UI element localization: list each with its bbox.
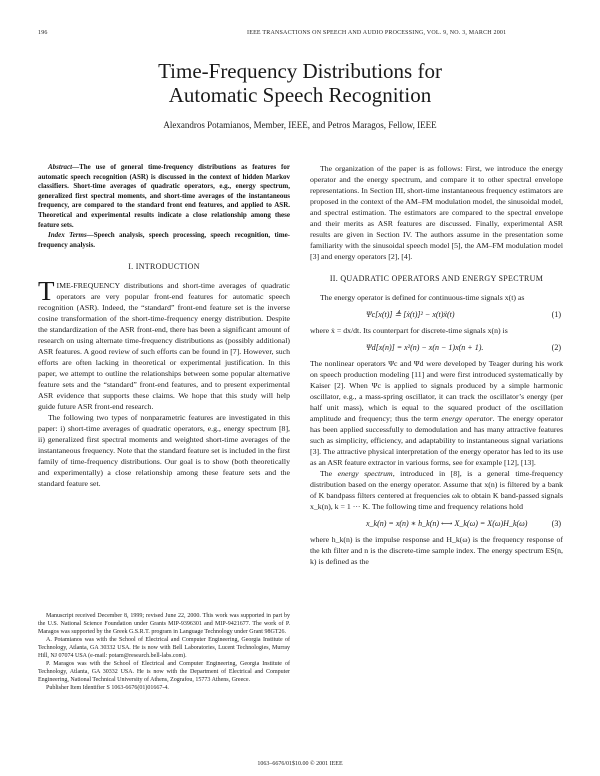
equation-2-body: Ψd[x(n)] = x²(n) − x(n − 1)x(n + 1). — [366, 342, 484, 352]
footnote-manuscript: Manuscript received December 8, 1999; revised June 22, 2000. This work was supported in part by the U.S. National Science Foundation under Grants MIP-9396301 and MIP-9421677. The work of P. Maragos was supported by the Greek G.S.R.T. program in Language Technology under Grant 98GT26. — [38, 613, 290, 635]
footnote-author-2: P. Maragos was with the School of Electrical and Computer Engineering, Georgia Institute of Technology, Atlanta, GA 30332 USA. He is now with the Department of Electrical and Computer Engineering, National Technical University of Athens, Zografou, 15773 Athens, Greece. — [38, 661, 290, 683]
index-terms-text: Speech analysis, speech processing, speech recognition, time-frequency analysis. — [38, 231, 291, 249]
equation-1-number: (1) — [551, 309, 561, 319]
section-heading-quadratic-operators: II. QUADRATIC OPERATORS AND ENERGY SPECTRUM — [329, 274, 544, 283]
author-line: Alexandros Potamianos, Member, IEEE, and Petros Maragos, Fellow, IEEE — [163, 120, 437, 130]
left-column — [38, 163, 290, 489]
teager-paragraph-a: The nonlinear operators Ψc and Ψd were developed by Teager during his work on speech production modeling [11] and were first introduced systematically by Kaiser [2]. When Ψc is applied to signals produced by a simple harmonic oscillator, e.g., a mass-spring oscillator, it can track the oscillator’s energy (per half unit mass), which is equal to the squared product of the oscillation amplitude and frequency; thus the term — [310, 359, 563, 423]
discrete-counterpart-text: where ẋ = dx/dt. Its counterpart for discrete-time signals x(n) is — [310, 326, 508, 335]
title-line-2: Automatic Speech Recognition — [168, 82, 432, 107]
energy-spectrum-paragraph-a: The — [320, 469, 338, 478]
equation-3-number: (3) — [551, 518, 561, 528]
abstract-label: Abstract— — [48, 163, 80, 171]
equation-3 — [310, 512, 563, 534]
drop-cap: T — [38, 276, 55, 307]
energy-spectrum-paragraph — [310, 468, 563, 512]
title-line-1: Time-Frequency Distributions for — [158, 59, 442, 83]
equation-2 — [310, 336, 563, 358]
abstract — [38, 163, 290, 230]
teager-paragraph — [310, 358, 563, 468]
energy-operator-term: energy operator — [441, 414, 493, 423]
running-header: IEEE TRANSACTIONS ON SPEECH AND AUDIO PROCESSING, VOL. 9, NO. 3, MARCH 2001 — [247, 30, 507, 36]
equation-3-body: x_k(n) = x(n) ∗ h_k(n) ⟷ X_k(ω) = X(ω)H_k(ω) — [366, 518, 528, 528]
intro-paragraph-1-text: IME-FREQUENCY distributions and short-time averages of quadratic operators are very popular front-end features for automatic speech recognition (ASR). Indeed, the “standard” front-end feature set is the inverse cosine transformation of the short-time-frequency energy distribution. Despite the standardization of the ASR front-end, there has been a significant amount of research on using alternate time-frequency distributions as (possibly additional) ASR features. A good review of such efforts can be found in [7]. However, such efforts are often lacking in theoretical or experimental justification. In this paper, we attempt to outline the relationships between some popular alternative feature sets and the “standard” front-end features, and to present experimental ASR evidence that supports these claims. We hope that this study will help guide future ASR front-end research. — [38, 281, 290, 412]
copyright-footer: 1063–6676/01$10.00 © 2001 IEEE — [257, 761, 343, 767]
paper-title — [0, 60, 600, 107]
footnote-publisher-id: Publisher Item Identifier S 1063-6676(01)01667-4. — [46, 685, 169, 691]
organization-paragraph: The organization of the paper is as follows: First, we introduce the energy operator and the energy spectrum, and compare it to other spectral envelope representations. In Section III, short-time instantaneous frequency estimators are proposed in the context of the AM–FM modulation model, the sinusoidal model, and spectral estimation. The estimators are compared to the spectral envelope and their merits as ASR features are discussed. Finally, experimental ASR results are given in Section IV. The authors assume in the presentation some familiarity with the sinusoidal speech model [5], the AM–FM modulation model [3] and energy operators [2], [4]. — [310, 164, 563, 261]
equation-2-number: (2) — [551, 342, 561, 352]
page-number: 196 — [38, 30, 48, 36]
index-terms-label: Index Terms— — [48, 231, 94, 240]
energy-operator-intro: The energy operator is defined for continuous-time signals x(t) as — [320, 293, 525, 302]
teager-paragraph-b: . The energy operator has been applied successfully to demodulation and has many attractive features such as simplicity, efficiency, and adaptability to instantaneous signal variations [3]. The attractive physical interpretation of the energy operator has led to its use as an ASR feature extractor in various forms, see for example [12], [13]. — [310, 414, 563, 467]
index-terms — [38, 231, 290, 250]
impulse-response-paragraph: where h_k(n) is the impulse response and H_k(ω) is the frequency response of the kth filter and n is the discrete-time sample index. The energy spectrum ES(n, k) is defined as the — [310, 535, 563, 566]
footnote-author-1: A. Potamianos was with the School of Electrical and Computer Engineering, Georgia Institute of Technology, Atlanta, GA 30332 USA. He is now with Bell Laboratories, Lucent Technologies, Murray Hill, NJ 07074 USA (e-mail: potam@research.bell-labs.com). — [38, 637, 290, 659]
equation-1-body: Ψc[x(t)] ≜ [ẋ(t)]² − x(t)ẍ(t) — [366, 309, 455, 319]
equation-1 — [310, 303, 563, 325]
intro-paragraph-2: The following two types of nonparametric features are investigated in this paper: i) short-time averages of quadratic operators, e.g., energy spectrum [8], ii) generalized first spectral moments and weighted short-time averages of the instantaneous frequency. Note that the standard feature set is included in the first family of time-frequency distributions. Our goal is to show (both theoretically and experimentally) a close relationship among these feature sets and the standard feature set. — [38, 413, 290, 489]
section-heading-introduction: I. INTRODUCTION — [128, 262, 200, 272]
footnotes — [38, 612, 290, 692]
right-column — [310, 163, 563, 567]
abstract-text: The use of general time-frequency distributions as features for automatic speech recognition (ASR) is discussed in the context of hidden Markov classifiers. Short-time averages of quadratic operators, e.g., energy spectrum, generalized first spectral moments, and short-time averages of the instantaneous frequency, are compared to the standard front end features, and applied to ASR. Theoretical and experimental results indicate a close relationship among these feature sets. — [38, 163, 290, 229]
intro-paragraph-1 — [38, 276, 290, 412]
energy-spectrum-term: energy spectrum — [337, 469, 393, 478]
energy-spectrum-paragraph-b: , introduced in [8], is a general time-frequency distribution based on the energy operator. Assume that x(n) is filtered by a bank of K bandpass filters centered at frequencies ωk to obtain K band-passed signals x_k(n), k = 1 ··· K. The following time and frequency relations hold — [310, 469, 563, 511]
